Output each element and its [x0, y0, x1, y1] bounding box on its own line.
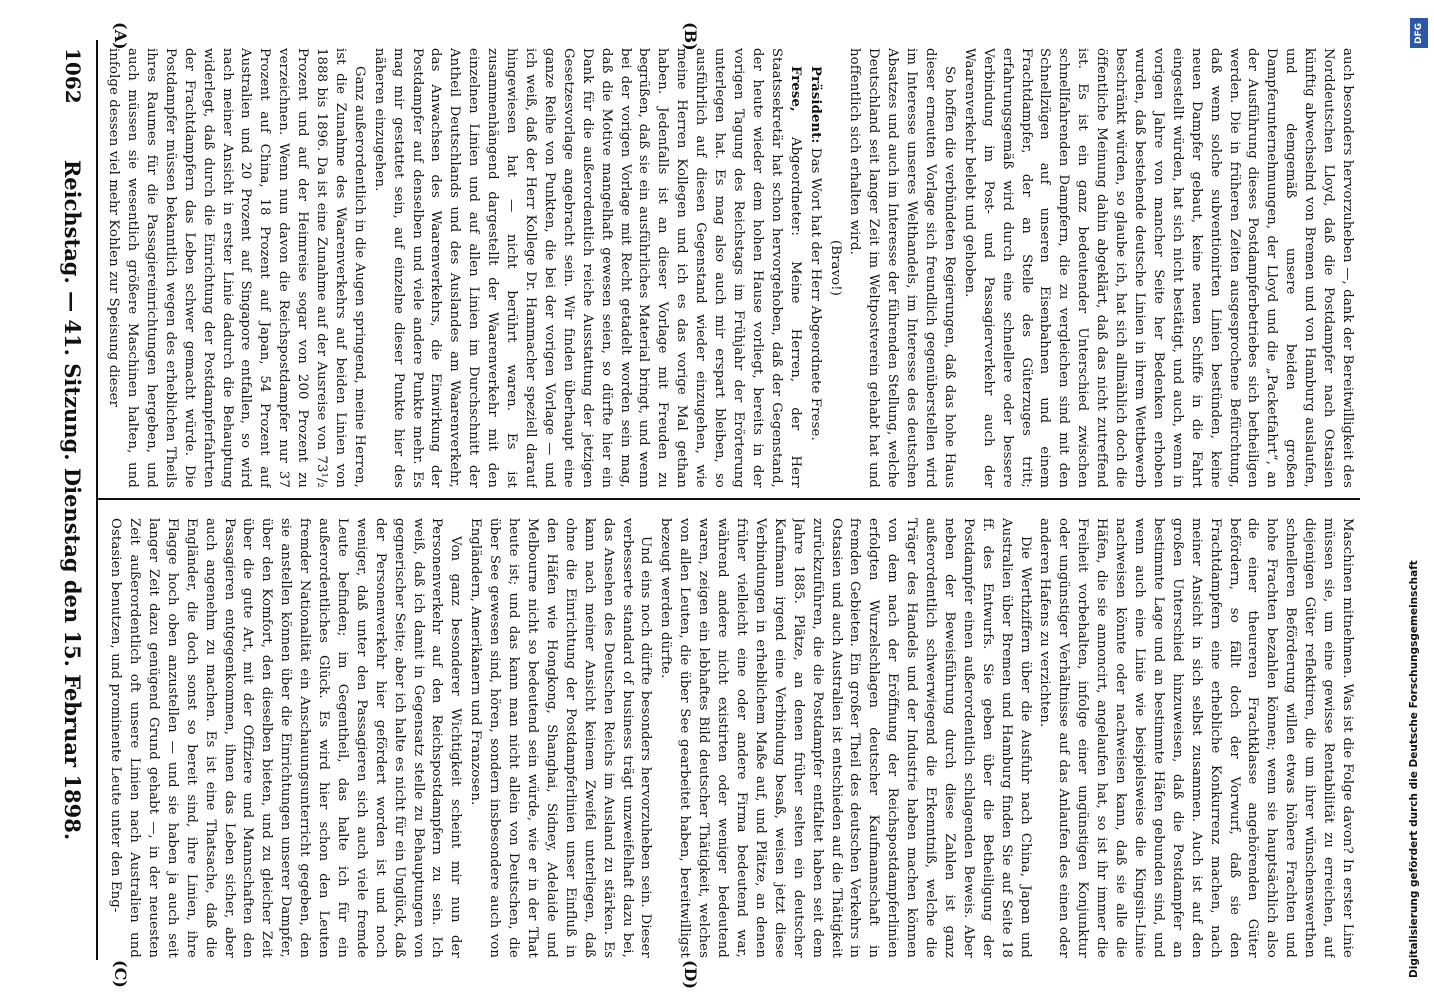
paragraph: Und eins noch dürfte besonders hervorzuheben sein. Dieser verbesserte standard of business trägt unzweifelhaft dazu bei, das Ansehen des Deutschen Reichs im Ausland zu stärken. Es kann nach meiner Ansicht keinem Zweifel unterliegen, daß ohne die Einrichtung der Postdampferlinien unser Einfluß in den Häfen wie Hongkong, Shanghai, Sidney, Adelaide und Melbourne nicht so bedeutend sein würde, wie er in der That heute ist; und das kann man nicht allein von Deutschen, die über See gewesen sind, hören, sondern insbesondere auch von Engländern, Amerikanern und Franzosen.: [468, 518, 654, 958]
margin-marker-a: (A): [111, 22, 130, 50]
margin-marker-b: (B): [681, 22, 700, 51]
paragraph: auch besonders hervorzuheben —, dank der Bereitwilligkeit des Norddeutschen Lloyd, daß die Postdampfer nach Ostasien künftig abwechselnd von Bremen und von Hamburg auslaufen, und demgemäß unsere beiden großen Dampferunternehmungen, der Lloyd und die „Packetfahrt“, an der Ausführung dieses Postdampferbetriebes sich betheiligen werden. Die in früheren Zeiten ausgesprochene Befürchtung, daß wenn solche subventionirten Linien bestünden, keine neuen Dampfer gebaut, keine neuen Schiffe in die Fahrt eingestellt würden, hat sich nicht bestätigt, und auch, wenn in vorigen Jahre von mancher Seite her Bedenken erhoben wurden, daß bestehende deutsche Linien in ihrem Wettbewerb beschränkt würden, so glaube ich, hat sich allmählich doch die öffentliche Meinung dahin abgeklärt, daß das nicht zutreffend ist. Es ist ein ganz bedeutender Unterschied zwischen schnellfahrenden Dampfern, die zu vergleichen sind mit den Schnellzügen auf unseren Eisenbahnen und einem Frachtdampfer, der an Stelle des Güterzuges tritt; erfahrungsgemäß wird durch eine schnellere oder bessere Verbindung im Post- und Passagierverkehr auch der Waarenverkehr belebt und gehoben.: [961, 48, 1355, 488]
left-column: [106, 48, 1356, 488]
digitization-credit: Digitalisierung gefördert durch die Deutsche Forschungsgemeinschaft: [1408, 560, 1420, 978]
dfg-logo: DFG: [1410, 18, 1428, 48]
running-head: Reichstag. — 41. Sitzung. Dienstag den 15. Februar 1898.: [60, 159, 85, 841]
paragraph-president: [805, 48, 824, 488]
paragraph: Ganz außerordentlich in die Augen springend, meine Herren, ist die Zunahme des Waarenverkehrs auf beiden Linien von 1888 bis 1896. Da ist eine Zunahme auf der Ausreise von 73¹/₂ Prozent und auf der Heimreise sogar von 200 Prozent zu verzeichnen. Wenn nun davon die Reichspostdampfer nur 37 Prozent auf China, 18 Prozent auf Japan, 54 Prozent auf Australien und 20 Prozent auf Singapore entfallen, so wird nach meiner Ansicht in erster Linie dadurch die Behauptung widerlegt, daß durch die Einrichtung der Postdampferfahrten der Frachtdampfern das Leben schwer gemacht würde. Die Postdampfer müssen bekanntlich wegen des erheblichen Theils ihres Raumes für die Passagiereinrichtungen hergeben, und auch müssen sie wesentlich größere Maschinen halten, und infolge dessen viel mehr Kohlen zur Speisung dieser: [106, 48, 367, 488]
speaker-label: Präsident:: [807, 66, 823, 144]
speech-text: Das Wort hat der Herr Abgeordnete Frese.: [807, 147, 823, 441]
paragraph: So hoffen die verbündeten Regierungen, daß das hohe Haus dieser erneuten Vorlage sich freundlich gegenüberstellen wird im Interesse unseres Welthandels, im Interesse des deutschen Absatzes und auch im Interesse der führenden Stellung, welche Deutschland seit langer Zeit im Weltpostverein gehabt hat und hoffentlich sich erhalten wird.: [847, 48, 957, 488]
dfg-sidebar: [1408, 10, 1432, 990]
speech-text: Abgeordneter: Meine Herren, der Herr Staatssekretär hat schon hervorgehoben, daß der Gegenstand, der heute wieder dem hohen Hause vorliegt, bereits in der vorigen Tagung des Reichstags im Frühjahr der Erörterung unterlegen hat. Es mag also auch mir erspart bleiben, so ausführlich auf diesen Gegenstand wieder einzugehen, wie meine Herren Kollegen und ich es das vorige Mal gethan haben. Jedenfalls ist an dieser Vorlage mit Freuden zu begrüßen, daß sie ein ausführliches Material bringt, und wenn bei der vorigen Vorlage mit Recht getadelt worden sein mag, daß die Motive mangelhaft gewesen seien, so dürfte hier ein Dank für die außerordentlich reiche Ausstattung der jetzigen Gesetzesvorlage angebracht sein. Wir finden überhaupt eine ganze Reihe von Punkten, die bei der vorigen Vorlage — und ich weiß, daß der Herr Kollege Dr. Hammacher speziell darauf hingewiesen hat — nicht berührt waren. Es ist zusammenhängend dargestellt der Waarenverkehr mit den einzelnen Linien und auf allen Linien im Durchschnitt der Antheil Deutschlands und des Auslandes am Waarenverkehr, das Anwachsen des Waarenverkehrs, die Einwirkung der Postdampfer auf denselben und viele andere Punkte mehr. Es mag mir gestattet sein, auf einzelne dieser Punkte hier des näheren einzugehen.: [371, 48, 803, 488]
paragraph: Maschinen mitnehmen. Was ist die Folge davon? In erster Linie müssen sie, um eine gewisse Rentabilität zu erreichen, auf diejenigen Güter reflektiren, die um ihrer wünschenswerthen schnelleren Beförderung willen etwas höhere Frachten und hohe Frachten bezahlen können; wenn sie hauptsächlich also die einer theureren Frachtklasse angehörenden Güter befördern, so fällt doch der Vorwurf, daß sie den Frachtdampfern eine erhebliche Konkurrenz machen, nach meiner Ansicht in sich selbst zusammen. Auch ist auf den großen Unterschied hinzuweisen, daß die Postdampfer an bestimmte Lage und an bestimmte Häfen gebunden sind, und wenn auch eine Linie wie beispielsweise die Kingsin-Linie nachweisen könnte oder nachweisen kann, daß sie alle die Häfen, die sie annoncirt, angelaufen hat, so ist ihr immer die Freiheit vorbehalten, infolge einer ungünstigen Konjunktur oder ungünstiger Verhältnisse auf das Anlaufen des einen oder anderen Hafens zu verzichten.: [1037, 518, 1355, 958]
paragraph: Die Werthziffern über die Ausfuhr nach China, Japan und Australien über Bremen und Hamburg finden Sie auf Seite 18 ff. des Entwurfs. Sie geben über die Betheiligung der Postdampfer einen außerordentlich schlagenden Beweis. Aber neben der Beweisführung durch diese Zahlen ist ganz außerordentlich schwerwiegend die Erkenntniß, welche die Träger des Handels und der Industrie haben machen können von dem nach der Eröffnung der Reichspostdampferlinien erfolgten Wurzelschlagen deutscher Kaufmannschaft in fremden Gebieten. Ein großer Theil des deutschen Verkehrs in Ostasien und auch Australien ist entschieden auf die Thätigkeit zurückzuführen, die die Postdampfer entfaltet haben seit dem Jahre 1885. Plätze, an denen früher selten ein deutscher Kaufmann irgend eine Verbindung besaß, weisen jetzt diese Verbindungen in erheblichem Maße auf, und Plätze, an denen früher vielleicht eine oder andere Firma bedeutend war, während andere nicht existirten oder weniger bedeutend waren, zeigen ein lebhaftes Bild deutscher Thätigkeit, welches von allen Leuten, die über See gearbeitet haben, bereitwilligst bezeugt werden dürfte.: [658, 518, 1033, 958]
margin-marker-d: (D): [681, 960, 700, 990]
paragraph-frese: [369, 48, 804, 488]
speaker-label: Frese,: [787, 66, 803, 112]
interjection: (Bravo!): [827, 239, 843, 297]
margin-marker-c: (C): [111, 960, 130, 988]
page-number: 1062: [61, 48, 85, 104]
page-header: [51, 40, 85, 960]
paragraph: Von ganz besonderer Wichtigkeit scheint mir nun der Personenverkehr auf den Reichspostdampfern zu sein. Ich weiß, daß ich damit in Gegensatz stelle zu Behauptungen von gegnerischer Seite; aber ich halte es nicht für ein Unglück, daß der Personenverkehr hier gefördert worden ist und noch weniger, daß unter den Passagieren sich auch viele fremde Leute befinden; im Gegentheil, das halte ich für ein außerordentliches Glück. Es wird hier schon den Leuten fremder Nationalität ein Anschauungsunterricht gegeben, den sie anstellen können über die Einrichtungen unserer Dampfer, über den Komfort, den dieselben bieten, und zu gleicher Zeit über die gute Art, mit der Offiziere und Mannschaften den Passagieren entgegenkommen, ihnen das Leben sicher, aber auch angenehm zu machen. Es ist eine Thatsache, daß die Engländer, die doch sonst so bereit sind, ihre Linien, ihre Flagge hoch oben anzustellen — und sie haben ja auch seit langer Zeit dazu genügend Grund gehabt —, in der neuesten Zeit außerordentlich oft unsere Linien nach Australien und Ostasien benutzen, und prominente Leute unter den Eng-: [108, 518, 464, 958]
header-rule: [96, 40, 98, 960]
right-column: [106, 518, 1356, 958]
column-divider: [98, 498, 1360, 500]
